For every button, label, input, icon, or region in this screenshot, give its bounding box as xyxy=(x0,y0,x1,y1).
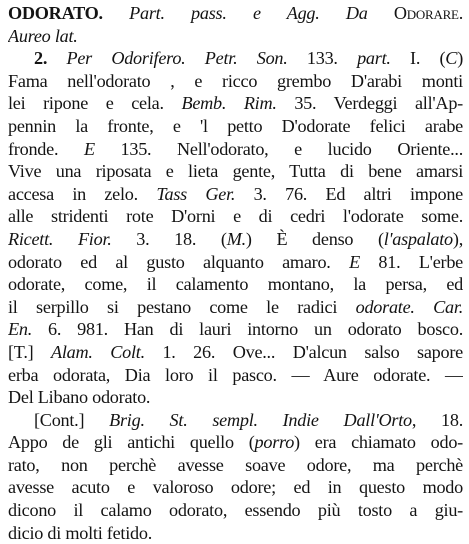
text-line xyxy=(8,47,463,70)
text-run: Da xyxy=(345,3,368,23)
text-run: dicono il calamo odorato, essendo più tosto a giu- xyxy=(8,500,463,521)
text-run: fronde. xyxy=(8,138,84,159)
text-run: Ricett. Fior. xyxy=(8,228,112,249)
text-line xyxy=(8,476,463,499)
text-run: , 18. xyxy=(411,409,463,430)
text-run: odorate, come, il calamento montano, la persa, ed xyxy=(8,274,463,295)
text-run: Tass Ger. xyxy=(156,183,236,204)
text-run xyxy=(368,3,394,23)
text-run xyxy=(320,3,346,23)
text-run: ), xyxy=(452,228,463,249)
text-run: Vive una riposata e lieta gente, Tutta di bene amarsi xyxy=(8,161,463,182)
text-line xyxy=(8,205,463,228)
text-run: 6. 981. Han di lauri intorno un odorato bosco. xyxy=(32,319,463,340)
text-run: 3. 18. ( xyxy=(111,228,227,249)
text-run: alle stridenti rote D'orni e di cedri l'odorate some. xyxy=(8,206,463,227)
text-line xyxy=(8,364,463,387)
text-line xyxy=(8,296,463,319)
text-run: lei ripone e cela. xyxy=(8,93,182,114)
text-line xyxy=(8,341,463,364)
text-line xyxy=(8,183,463,206)
text-line xyxy=(8,251,463,274)
text-line xyxy=(8,409,463,432)
text-run: odorate. Car. xyxy=(355,296,463,317)
text-line xyxy=(8,499,463,522)
text-run: E xyxy=(83,138,95,159)
text-run: ) È denso ( xyxy=(245,228,384,249)
text-run: pennin la fronte, e 'l petto D'odorate felici arabe xyxy=(8,115,463,136)
text-run: 133. xyxy=(287,48,358,69)
text-run: ) xyxy=(457,48,463,69)
text-run: [Cont.] xyxy=(34,409,110,430)
text-run: erba odorata, Dia loro il pasco. — Aure odorate. — xyxy=(8,364,463,385)
text-line xyxy=(8,92,463,115)
text-run: accesa in zelo. xyxy=(8,183,157,204)
text-run: Bemb. Rim. xyxy=(181,93,277,114)
text-run: Aureo lat. xyxy=(8,25,78,46)
text-line xyxy=(8,522,463,544)
text-run: avesse acuto e valoroso odore; ed in questo modo xyxy=(8,477,463,498)
text-run: 81. L'erbe xyxy=(359,251,463,272)
text-line xyxy=(8,70,463,93)
text-run: Appo de gli antichi quello ( xyxy=(8,432,255,453)
text-run: [T.] xyxy=(8,341,51,362)
text-run: il serpillo si pestano come le radici xyxy=(8,296,356,317)
text-run: C xyxy=(445,48,458,69)
text-run: 135. Nell'odorato, e lucido Oriente... xyxy=(94,138,463,159)
text-run: Del Libano odorato. xyxy=(8,387,151,408)
text-run: dicio di molti fetido. xyxy=(8,522,153,543)
text-run: 2. xyxy=(34,48,48,69)
text-run: l'aspalato xyxy=(383,228,453,249)
entry-text xyxy=(8,2,463,544)
text-run: Fama nell'odorato , e ricco grembo D'arabi monti xyxy=(8,70,463,91)
text-line xyxy=(8,386,463,409)
text-run: Per Odorifero. Petr. Son. xyxy=(66,48,288,69)
text-line xyxy=(8,2,463,25)
text-run: 3. 76. Ed altri impone xyxy=(235,183,463,204)
text-run: M. xyxy=(226,228,246,249)
text-run xyxy=(103,3,129,23)
text-run: odorato ed al gusto alquanto amaro. xyxy=(8,251,350,272)
text-line xyxy=(8,228,463,251)
text-run: Part. pass. e Agg. xyxy=(129,3,320,23)
text-run: Alam. Colt. xyxy=(51,341,145,362)
text-run: ) era chiamato odo- xyxy=(294,432,463,453)
text-line xyxy=(8,318,463,341)
text-run: Odorare. xyxy=(393,3,463,23)
text-run: I. ( xyxy=(390,48,446,69)
text-line xyxy=(8,115,463,138)
text-run: En. xyxy=(8,319,33,340)
text-line xyxy=(8,273,463,296)
text-run: E xyxy=(349,251,360,272)
text-line xyxy=(8,25,463,48)
dictionary-entry xyxy=(8,2,463,544)
text-run: part. xyxy=(357,48,391,69)
text-line xyxy=(8,454,463,477)
text-run xyxy=(47,48,66,68)
text-line xyxy=(8,138,463,161)
text-run: rato, non perchè avesse soave odore, ma perchè xyxy=(8,454,463,475)
text-line xyxy=(8,160,463,183)
headword: ODORATO. xyxy=(8,3,103,23)
text-line xyxy=(8,431,463,454)
text-run: 1. 26. Ove... D'alcun salso sapore xyxy=(144,341,463,362)
text-run: 35. Verdeggi all'Ap- xyxy=(276,93,463,114)
text-run: porro xyxy=(254,432,295,453)
text-run: Brig. St. sempl. Indie Dall'Orto xyxy=(109,409,412,430)
